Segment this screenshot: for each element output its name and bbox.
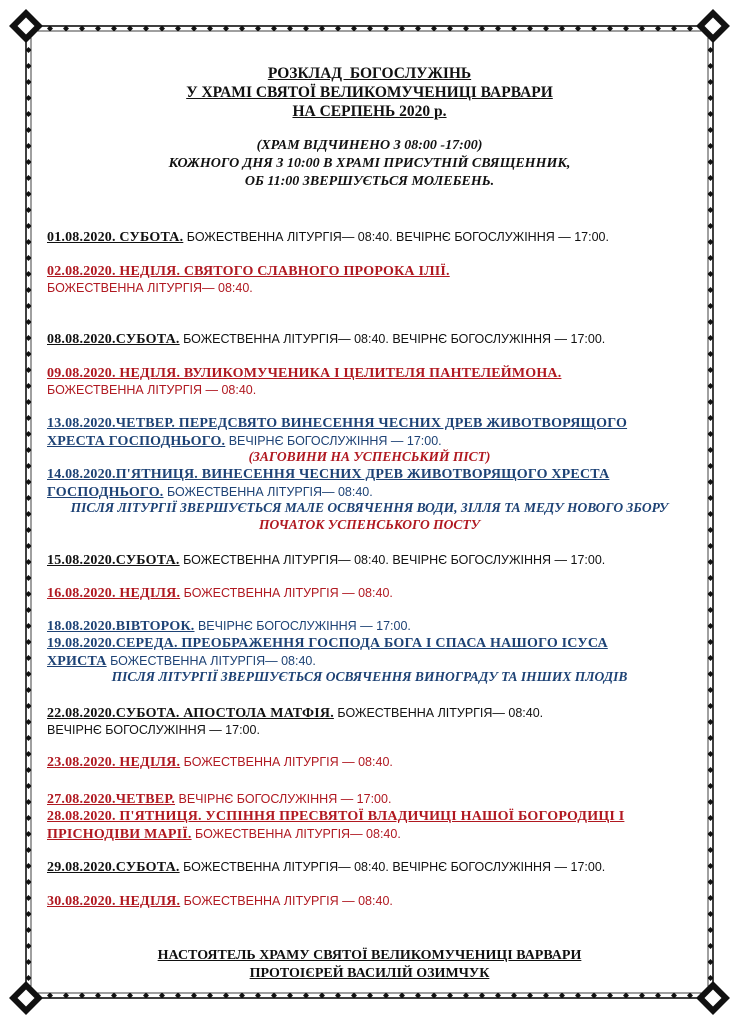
entry-date: 02.08.2020. НЕДІЛЯ. СВЯТОГО СЛАВНОГО ПРОРОКА ІЛІЇ. [47, 264, 450, 279]
entry-date: 28.08.2020. П'ЯТНИЦЯ. УСПІННЯ ПРЕСВЯТОЇ ВЛАДИЧИЦІ НАШОЇ БОГОРОДИЦІ І [47, 809, 625, 824]
schedule-header [0, 64, 739, 121]
entry-services: БОЖЕСТВЕННА ЛІТУРГІЯ — 08:40. [180, 586, 393, 600]
schedule-entry [47, 551, 707, 569]
schedule-entry [47, 634, 707, 670]
entry-title: ГОСПОДНЬОГО. [47, 485, 164, 500]
entry-date: 30.08.2020. НЕДІЛЯ. [47, 894, 181, 909]
entry-title: ПРІСНОДІВИ МАРІЇ. [47, 827, 192, 842]
entry-services: БОЖЕСТВЕННА ЛІТУРГІЯ— 08:40. ВЕЧІРНЄ БОГОСЛУЖІННЯ — 17:00. [179, 860, 606, 874]
entry-services: ВЕЧІРНЄ БОГОСЛУЖІННЯ — 17:00. [225, 434, 442, 448]
header-title: РОЗКЛАД БОГОСЛУЖІНЬ [267, 65, 472, 82]
fast-note: (ЗАГОВИНИ НА УСПЕНСЬКИЙ ПІСТ) [248, 449, 491, 464]
entry-services: БОЖЕСТВЕННА ЛІТУРГІЯ— 08:40. [106, 654, 316, 668]
fruit-blessing-note: ПІСЛЯ ЛІТУРГІЇ ЗВЕРШУЄТЬСЯ ОСВЯЧЕННЯ ВИНОГРАДУ ТА ІНШИХ ПЛОДІВ [111, 669, 628, 684]
entry-services: БОЖЕСТВЕННА ЛІТУРГІЯ— 08:40. ВЕЧІРНЄ БОГОСЛУЖІННЯ — 17:00. [179, 553, 606, 567]
blessing-note: ПІСЛЯ ЛІТУРГІЇ ЗВЕРШУЄТЬСЯ МАЛЕ ОСВЯЧЕННЯ ВОДИ, ЗІЛЛЯ ТА МЕДУ НОВОГО ЗБОРУ [70, 500, 669, 515]
entry-date: 08.08.2020.СУБОТА. [47, 332, 180, 347]
schedule-entry [47, 228, 707, 246]
schedule-entry [47, 892, 707, 910]
opening-notice [0, 137, 739, 191]
entry-date: 22.08.2020.СУБОТА. АПОСТОЛА МАТФІЯ. [47, 706, 334, 721]
schedule-entry [47, 858, 707, 876]
rector-title: НАСТОЯТЕЛЬ ХРАМУ СВЯТОЇ ВЕЛИКОМУЧЕНИЦІ ВАРВАРИ [157, 948, 582, 963]
entry-services: ВЕЧІРНЄ БОГОСЛУЖІННЯ — 17:00. [175, 792, 392, 806]
schedule-entry [47, 465, 707, 501]
entry-date: 13.08.2020.ЧЕТВЕР. ПЕРЕДСВЯТО ВИНЕСЕННЯ ЧЕСНИХ ДРЕВ ЖИВОТВОРЯЩОГО [47, 416, 628, 431]
entry-date: 29.08.2020.СУБОТА. [47, 860, 180, 875]
entry-services: ВЕЧІРНЄ БОГОСЛУЖІННЯ — 17:00. [194, 619, 411, 633]
entry-services: БОЖЕСТВЕННА ЛІТУРГІЯ— 08:40. [163, 485, 373, 499]
entry-services: БОЖЕСТВЕННА ЛІТУРГІЯ— 08:40. [47, 281, 253, 295]
entry-date: 27.08.2020.ЧЕТВЕР. [47, 792, 176, 807]
entry-title: ХРЕСТА ГОСПОДНЬОГО. [47, 434, 226, 449]
entry-date: 23.08.2020. НЕДІЛЯ. [47, 755, 181, 770]
entry-services: БОЖЕСТВЕННА ЛІТУРГІЯ— 08:40. [333, 706, 544, 720]
entry-date: 19.08.2020.СЕРЕДА. ПРЕОБРАЖЕННЯ ГОСПОДА БОГА І СПАСА НАШОГО ІСУСА [47, 636, 608, 651]
schedule-entry [47, 807, 707, 843]
entry-date: 09.08.2020. НЕДІЛЯ. ВУЛИКОМУЧЕНИКА І ЦЕЛИТЕЛЯ ПАНТЕЛЕЙМОНА. [47, 366, 562, 381]
schedule-entry [47, 364, 707, 399]
fast-start-note: ПОЧАТОК УСПЕНСЬКОГО ПОСТУ [258, 517, 481, 532]
schedule-entry [47, 753, 707, 771]
header-month: НА СЕРПЕНЬ 2020 р. [292, 103, 447, 120]
schedule-entry [47, 617, 707, 635]
entry-services: БОЖЕСТВЕННА ЛІТУРГІЯ — 08:40. [180, 755, 393, 769]
notice-moleben: ОБ 11:00 ЗВЕРШУЄТЬСЯ МОЛЕБЕНЬ. [244, 174, 495, 189]
rector-name: ПРОТОІЄРЕЙ ВАСИЛІЙ ОЗИМЧУК [249, 966, 490, 981]
entry-services: БОЖЕСТВЕННА ЛІТУРГІЯ — 08:40. [180, 894, 393, 908]
header-church: У ХРАМІ СВЯТОЇ ВЕЛИКОМУЧЕНИЦІ ВАРВАРИ [186, 84, 553, 101]
entry-services: БОЖЕСТВЕННА ЛІТУРГІЯ— 08:40. ВЕЧІРНЄ БОГОСЛУЖІННЯ — 17:00. [179, 332, 606, 346]
schedule-entry [47, 330, 707, 348]
schedule-entry [47, 584, 707, 602]
entry-services-2: ВЕЧІРНЄ БОГОСЛУЖІННЯ — 17:00. [47, 723, 260, 737]
entry-date: 16.08.2020. НЕДІЛЯ. [47, 586, 181, 601]
notice-priest: КОЖНОГО ДНЯ З 10:00 В ХРАМІ ПРИСУТНІЙ СВЯЩЕННИК, [168, 156, 571, 171]
schedule-entry [47, 790, 707, 808]
schedule-entry [47, 262, 707, 297]
entry-title: ХРИСТА [47, 654, 107, 669]
entry-date: 18.08.2020.ВІВТОРОК. [47, 619, 195, 634]
signature-block [0, 947, 739, 983]
entry-services: БОЖЕСТВЕННА ЛІТУРГІЯ — 08:40. [47, 383, 257, 397]
schedule-entry [47, 704, 707, 739]
entry-date: 15.08.2020.СУБОТА. [47, 553, 180, 568]
schedule-entry [47, 414, 707, 450]
entry-services: БОЖЕСТВЕННА ЛІТУРГІЯ— 08:40. ВЕЧІРНЄ БОГОСЛУЖІННЯ — 17:00. [183, 230, 609, 244]
entry-date: 01.08.2020. СУБОТА. [47, 230, 184, 245]
notice-hours: (ХРАМ ВІДЧИНЕНО З 08:00 -17:00) [256, 138, 483, 153]
entry-services: БОЖЕСТВЕННА ЛІТУРГІЯ— 08:40. [191, 827, 401, 841]
entry-date: 14.08.2020.П'ЯТНИЦЯ. ВИНЕСЕННЯ ЧЕСНИХ ДРЕВ ЖИВОТВОРЯЩОГО ХРЕСТА [47, 467, 610, 482]
